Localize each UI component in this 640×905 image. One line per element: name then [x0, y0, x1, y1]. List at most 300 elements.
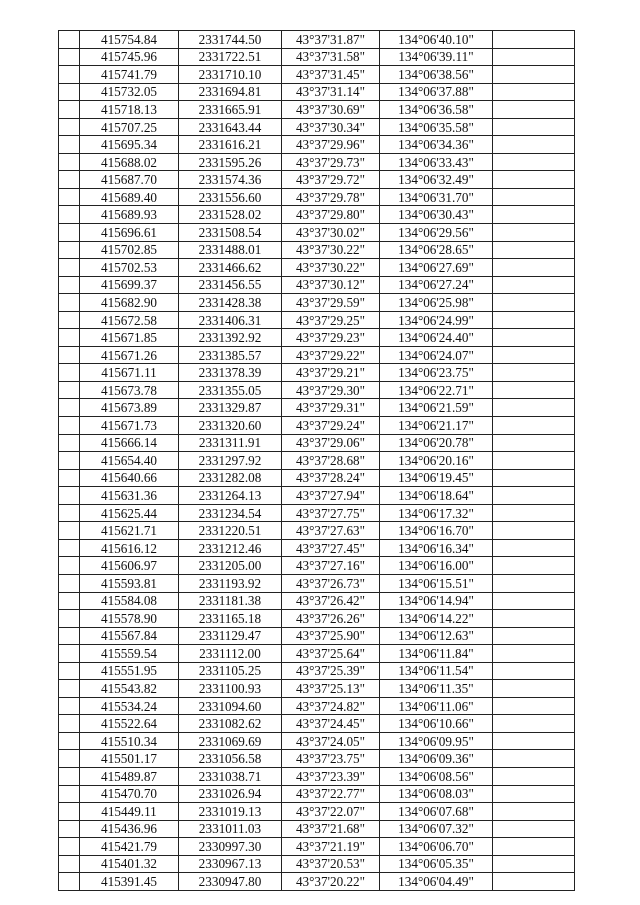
table-row [59, 592, 575, 610]
longitude-cell: 134°06'25.98" [380, 294, 493, 312]
notes-cell [493, 504, 575, 522]
longitude-cell: 134°06'20.78" [380, 434, 493, 452]
latitude-cell: 43°37'25.90" [282, 627, 380, 645]
x-coordinate-cell: 415682.90 [80, 294, 179, 312]
notes-cell [493, 66, 575, 84]
x-coordinate-cell: 415489.87 [80, 767, 179, 785]
row-index-cell [59, 522, 80, 540]
longitude-cell: 134°06'24.99" [380, 311, 493, 329]
y-coordinate-cell: 2331129.47 [179, 627, 282, 645]
x-coordinate-cell: 415436.96 [80, 820, 179, 838]
row-index-cell [59, 715, 80, 733]
row-index-cell [59, 662, 80, 680]
table-row [59, 399, 575, 417]
notes-cell [493, 767, 575, 785]
latitude-cell: 43°37'26.73" [282, 574, 380, 592]
table-row [59, 153, 575, 171]
latitude-cell: 43°37'21.19" [282, 838, 380, 856]
longitude-cell: 134°06'33.43" [380, 153, 493, 171]
x-coordinate-cell: 415654.40 [80, 452, 179, 470]
x-coordinate-cell: 415689.93 [80, 206, 179, 224]
notes-cell [493, 153, 575, 171]
coordinate-table-body [59, 31, 575, 891]
table-row [59, 311, 575, 329]
notes-cell [493, 697, 575, 715]
y-coordinate-cell: 2331508.54 [179, 224, 282, 242]
x-coordinate-cell: 415689.40 [80, 188, 179, 206]
table-row [59, 364, 575, 382]
notes-cell [493, 627, 575, 645]
x-coordinate-cell: 415718.13 [80, 101, 179, 119]
row-index-cell [59, 680, 80, 698]
notes-cell [493, 329, 575, 347]
table-row [59, 820, 575, 838]
y-coordinate-cell: 2331329.87 [179, 399, 282, 417]
y-coordinate-cell: 2331220.51 [179, 522, 282, 540]
y-coordinate-cell: 2331069.69 [179, 732, 282, 750]
x-coordinate-cell: 415745.96 [80, 48, 179, 66]
notes-cell [493, 750, 575, 768]
notes-cell [493, 803, 575, 821]
longitude-cell: 134°06'11.54" [380, 662, 493, 680]
y-coordinate-cell: 2331105.25 [179, 662, 282, 680]
row-index-cell [59, 206, 80, 224]
row-index-cell [59, 504, 80, 522]
longitude-cell: 134°06'35.58" [380, 118, 493, 136]
row-index-cell [59, 276, 80, 294]
table-row [59, 645, 575, 663]
y-coordinate-cell: 2330947.80 [179, 873, 282, 891]
longitude-cell: 134°06'28.65" [380, 241, 493, 259]
notes-cell [493, 31, 575, 49]
row-index-cell [59, 627, 80, 645]
latitude-cell: 43°37'29.59" [282, 294, 380, 312]
y-coordinate-cell: 2331297.92 [179, 452, 282, 470]
longitude-cell: 134°06'20.16" [380, 452, 493, 470]
x-coordinate-cell: 415673.89 [80, 399, 179, 417]
longitude-cell: 134°06'32.49" [380, 171, 493, 189]
y-coordinate-cell: 2330967.13 [179, 855, 282, 873]
table-row [59, 504, 575, 522]
x-coordinate-cell: 415671.85 [80, 329, 179, 347]
y-coordinate-cell: 2331320.60 [179, 417, 282, 435]
row-index-cell [59, 838, 80, 856]
notes-cell [493, 592, 575, 610]
longitude-cell: 134°06'07.68" [380, 803, 493, 821]
table-row [59, 224, 575, 242]
row-index-cell [59, 66, 80, 84]
row-index-cell [59, 469, 80, 487]
table-row [59, 838, 575, 856]
notes-cell [493, 294, 575, 312]
y-coordinate-cell: 2331212.46 [179, 539, 282, 557]
longitude-cell: 134°06'40.10" [380, 31, 493, 49]
row-index-cell [59, 487, 80, 505]
row-index-cell [59, 188, 80, 206]
longitude-cell: 134°06'24.07" [380, 346, 493, 364]
y-coordinate-cell: 2331385.57 [179, 346, 282, 364]
row-index-cell [59, 803, 80, 821]
notes-cell [493, 259, 575, 277]
table-row [59, 803, 575, 821]
latitude-cell: 43°37'25.64" [282, 645, 380, 663]
longitude-cell: 134°06'37.88" [380, 83, 493, 101]
notes-cell [493, 820, 575, 838]
latitude-cell: 43°37'30.12" [282, 276, 380, 294]
x-coordinate-cell: 415510.34 [80, 732, 179, 750]
table-row [59, 48, 575, 66]
latitude-cell: 43°37'29.30" [282, 381, 380, 399]
latitude-cell: 43°37'24.82" [282, 697, 380, 715]
notes-cell [493, 469, 575, 487]
notes-cell [493, 522, 575, 540]
x-coordinate-cell: 415534.24 [80, 697, 179, 715]
x-coordinate-cell: 415501.17 [80, 750, 179, 768]
latitude-cell: 43°37'30.69" [282, 101, 380, 119]
notes-cell [493, 136, 575, 154]
table-row [59, 83, 575, 101]
table-row [59, 785, 575, 803]
table-row [59, 206, 575, 224]
notes-cell [493, 434, 575, 452]
longitude-cell: 134°06'11.06" [380, 697, 493, 715]
x-coordinate-cell: 415671.73 [80, 417, 179, 435]
notes-cell [493, 680, 575, 698]
latitude-cell: 43°37'30.02" [282, 224, 380, 242]
longitude-cell: 134°06'21.59" [380, 399, 493, 417]
row-index-cell [59, 171, 80, 189]
table-row [59, 452, 575, 470]
table-row [59, 259, 575, 277]
latitude-cell: 43°37'29.78" [282, 188, 380, 206]
row-index-cell [59, 592, 80, 610]
table-row [59, 610, 575, 628]
latitude-cell: 43°37'27.45" [282, 539, 380, 557]
x-coordinate-cell: 415391.45 [80, 873, 179, 891]
y-coordinate-cell: 2331181.38 [179, 592, 282, 610]
latitude-cell: 43°37'30.22" [282, 259, 380, 277]
y-coordinate-cell: 2331100.93 [179, 680, 282, 698]
longitude-cell: 134°06'36.58" [380, 101, 493, 119]
table-row [59, 346, 575, 364]
table-row [59, 381, 575, 399]
longitude-cell: 134°06'19.45" [380, 469, 493, 487]
longitude-cell: 134°06'06.70" [380, 838, 493, 856]
latitude-cell: 43°37'26.42" [282, 592, 380, 610]
y-coordinate-cell: 2331282.08 [179, 469, 282, 487]
y-coordinate-cell: 2331264.13 [179, 487, 282, 505]
row-index-cell [59, 732, 80, 750]
latitude-cell: 43°37'27.16" [282, 557, 380, 575]
row-index-cell [59, 539, 80, 557]
row-index-cell [59, 346, 80, 364]
x-coordinate-cell: 415551.95 [80, 662, 179, 680]
y-coordinate-cell: 2331643.44 [179, 118, 282, 136]
notes-cell [493, 118, 575, 136]
latitude-cell: 43°37'25.13" [282, 680, 380, 698]
longitude-cell: 134°06'30.43" [380, 206, 493, 224]
longitude-cell: 134°06'16.34" [380, 539, 493, 557]
table-row [59, 66, 575, 84]
table-row [59, 434, 575, 452]
row-index-cell [59, 381, 80, 399]
row-index-cell [59, 645, 80, 663]
row-index-cell [59, 241, 80, 259]
y-coordinate-cell: 2331744.50 [179, 31, 282, 49]
table-row [59, 767, 575, 785]
latitude-cell: 43°37'30.22" [282, 241, 380, 259]
notes-cell [493, 188, 575, 206]
table-row [59, 101, 575, 119]
table-row [59, 469, 575, 487]
longitude-cell: 134°06'04.49" [380, 873, 493, 891]
table-row [59, 31, 575, 49]
table-row [59, 750, 575, 768]
x-coordinate-cell: 415754.84 [80, 31, 179, 49]
notes-cell [493, 452, 575, 470]
row-index-cell [59, 434, 80, 452]
longitude-cell: 134°06'38.56" [380, 66, 493, 84]
y-coordinate-cell: 2331311.91 [179, 434, 282, 452]
y-coordinate-cell: 2331456.55 [179, 276, 282, 294]
row-index-cell [59, 364, 80, 382]
table-row [59, 715, 575, 733]
notes-cell [493, 83, 575, 101]
latitude-cell: 43°37'21.68" [282, 820, 380, 838]
x-coordinate-cell: 415621.71 [80, 522, 179, 540]
row-index-cell [59, 855, 80, 873]
longitude-cell: 134°06'07.32" [380, 820, 493, 838]
latitude-cell: 43°37'29.25" [282, 311, 380, 329]
x-coordinate-cell: 415671.26 [80, 346, 179, 364]
notes-cell [493, 276, 575, 294]
latitude-cell: 43°37'30.34" [282, 118, 380, 136]
y-coordinate-cell: 2331488.01 [179, 241, 282, 259]
notes-cell [493, 101, 575, 119]
x-coordinate-cell: 415666.14 [80, 434, 179, 452]
latitude-cell: 43°37'29.22" [282, 346, 380, 364]
latitude-cell: 43°37'22.07" [282, 803, 380, 821]
notes-cell [493, 855, 575, 873]
table-row [59, 188, 575, 206]
y-coordinate-cell: 2331665.91 [179, 101, 282, 119]
notes-cell [493, 662, 575, 680]
latitude-cell: 43°37'26.26" [282, 610, 380, 628]
longitude-cell: 134°06'08.56" [380, 767, 493, 785]
latitude-cell: 43°37'22.77" [282, 785, 380, 803]
x-coordinate-cell: 415578.90 [80, 610, 179, 628]
notes-cell [493, 206, 575, 224]
row-index-cell [59, 259, 80, 277]
latitude-cell: 43°37'23.39" [282, 767, 380, 785]
notes-cell [493, 241, 575, 259]
longitude-cell: 134°06'05.35" [380, 855, 493, 873]
latitude-cell: 43°37'29.96" [282, 136, 380, 154]
table-row [59, 557, 575, 575]
x-coordinate-cell: 415707.25 [80, 118, 179, 136]
x-coordinate-cell: 415584.08 [80, 592, 179, 610]
x-coordinate-cell: 415687.70 [80, 171, 179, 189]
notes-cell [493, 785, 575, 803]
longitude-cell: 134°06'34.36" [380, 136, 493, 154]
row-index-cell [59, 417, 80, 435]
latitude-cell: 43°37'28.68" [282, 452, 380, 470]
latitude-cell: 43°37'27.94" [282, 487, 380, 505]
longitude-cell: 134°06'14.22" [380, 610, 493, 628]
x-coordinate-cell: 415449.11 [80, 803, 179, 821]
row-index-cell [59, 767, 80, 785]
longitude-cell: 134°06'31.70" [380, 188, 493, 206]
table-row [59, 329, 575, 347]
notes-cell [493, 487, 575, 505]
latitude-cell: 43°37'29.24" [282, 417, 380, 435]
longitude-cell: 134°06'08.03" [380, 785, 493, 803]
x-coordinate-cell: 415543.82 [80, 680, 179, 698]
x-coordinate-cell: 415421.79 [80, 838, 179, 856]
longitude-cell: 134°06'14.94" [380, 592, 493, 610]
latitude-cell: 43°37'25.39" [282, 662, 380, 680]
table-row [59, 241, 575, 259]
x-coordinate-cell: 415401.32 [80, 855, 179, 873]
x-coordinate-cell: 415688.02 [80, 153, 179, 171]
latitude-cell: 43°37'31.58" [282, 48, 380, 66]
longitude-cell: 134°06'16.00" [380, 557, 493, 575]
table-row [59, 417, 575, 435]
longitude-cell: 134°06'21.17" [380, 417, 493, 435]
latitude-cell: 43°37'29.31" [282, 399, 380, 417]
notes-cell [493, 364, 575, 382]
coordinate-table [58, 30, 575, 891]
row-index-cell [59, 153, 80, 171]
y-coordinate-cell: 2331056.58 [179, 750, 282, 768]
y-coordinate-cell: 2331428.38 [179, 294, 282, 312]
y-coordinate-cell: 2331038.71 [179, 767, 282, 785]
notes-cell [493, 574, 575, 592]
latitude-cell: 43°37'20.53" [282, 855, 380, 873]
notes-cell [493, 732, 575, 750]
row-index-cell [59, 697, 80, 715]
latitude-cell: 43°37'23.75" [282, 750, 380, 768]
notes-cell [493, 610, 575, 628]
x-coordinate-cell: 415702.53 [80, 259, 179, 277]
y-coordinate-cell: 2331406.31 [179, 311, 282, 329]
table-row [59, 574, 575, 592]
y-coordinate-cell: 2331165.18 [179, 610, 282, 628]
y-coordinate-cell: 2331011.03 [179, 820, 282, 838]
y-coordinate-cell: 2331710.10 [179, 66, 282, 84]
x-coordinate-cell: 415631.36 [80, 487, 179, 505]
table-row [59, 276, 575, 294]
x-coordinate-cell: 415702.85 [80, 241, 179, 259]
table-row [59, 680, 575, 698]
row-index-cell [59, 557, 80, 575]
y-coordinate-cell: 2330997.30 [179, 838, 282, 856]
x-coordinate-cell: 415696.61 [80, 224, 179, 242]
longitude-cell: 134°06'11.35" [380, 680, 493, 698]
y-coordinate-cell: 2331082.62 [179, 715, 282, 733]
longitude-cell: 134°06'11.84" [380, 645, 493, 663]
x-coordinate-cell: 415673.78 [80, 381, 179, 399]
notes-cell [493, 539, 575, 557]
notes-cell [493, 48, 575, 66]
y-coordinate-cell: 2331722.51 [179, 48, 282, 66]
latitude-cell: 43°37'29.06" [282, 434, 380, 452]
latitude-cell: 43°37'27.63" [282, 522, 380, 540]
notes-cell [493, 557, 575, 575]
longitude-cell: 134°06'24.40" [380, 329, 493, 347]
y-coordinate-cell: 2331094.60 [179, 697, 282, 715]
x-coordinate-cell: 415672.58 [80, 311, 179, 329]
latitude-cell: 43°37'29.21" [282, 364, 380, 382]
table-row [59, 118, 575, 136]
notes-cell [493, 417, 575, 435]
latitude-cell: 43°37'29.72" [282, 171, 380, 189]
x-coordinate-cell: 415699.37 [80, 276, 179, 294]
y-coordinate-cell: 2331019.13 [179, 803, 282, 821]
x-coordinate-cell: 415732.05 [80, 83, 179, 101]
latitude-cell: 43°37'29.80" [282, 206, 380, 224]
x-coordinate-cell: 415593.81 [80, 574, 179, 592]
y-coordinate-cell: 2331378.39 [179, 364, 282, 382]
notes-cell [493, 645, 575, 663]
x-coordinate-cell: 415625.44 [80, 504, 179, 522]
latitude-cell: 43°37'31.14" [282, 83, 380, 101]
row-index-cell [59, 750, 80, 768]
y-coordinate-cell: 2331112.00 [179, 645, 282, 663]
row-index-cell [59, 785, 80, 803]
table-row [59, 522, 575, 540]
row-index-cell [59, 118, 80, 136]
row-index-cell [59, 329, 80, 347]
x-coordinate-cell: 415640.66 [80, 469, 179, 487]
x-coordinate-cell: 415606.97 [80, 557, 179, 575]
row-index-cell [59, 136, 80, 154]
table-row [59, 873, 575, 891]
longitude-cell: 134°06'29.56" [380, 224, 493, 242]
longitude-cell: 134°06'10.66" [380, 715, 493, 733]
longitude-cell: 134°06'17.32" [380, 504, 493, 522]
table-row [59, 732, 575, 750]
row-index-cell [59, 873, 80, 891]
longitude-cell: 134°06'18.64" [380, 487, 493, 505]
longitude-cell: 134°06'27.69" [380, 259, 493, 277]
longitude-cell: 134°06'09.36" [380, 750, 493, 768]
longitude-cell: 134°06'15.51" [380, 574, 493, 592]
x-coordinate-cell: 415470.70 [80, 785, 179, 803]
latitude-cell: 43°37'28.24" [282, 469, 380, 487]
x-coordinate-cell: 415741.79 [80, 66, 179, 84]
row-index-cell [59, 399, 80, 417]
notes-cell [493, 311, 575, 329]
longitude-cell: 134°06'16.70" [380, 522, 493, 540]
row-index-cell [59, 224, 80, 242]
row-index-cell [59, 294, 80, 312]
latitude-cell: 43°37'31.45" [282, 66, 380, 84]
longitude-cell: 134°06'23.75" [380, 364, 493, 382]
y-coordinate-cell: 2331026.94 [179, 785, 282, 803]
notes-cell [493, 346, 575, 364]
y-coordinate-cell: 2331556.60 [179, 188, 282, 206]
latitude-cell: 43°37'24.45" [282, 715, 380, 733]
y-coordinate-cell: 2331528.02 [179, 206, 282, 224]
table-row [59, 171, 575, 189]
row-index-cell [59, 83, 80, 101]
notes-cell [493, 873, 575, 891]
latitude-cell: 43°37'29.23" [282, 329, 380, 347]
table-row [59, 697, 575, 715]
row-index-cell [59, 48, 80, 66]
notes-cell [493, 381, 575, 399]
